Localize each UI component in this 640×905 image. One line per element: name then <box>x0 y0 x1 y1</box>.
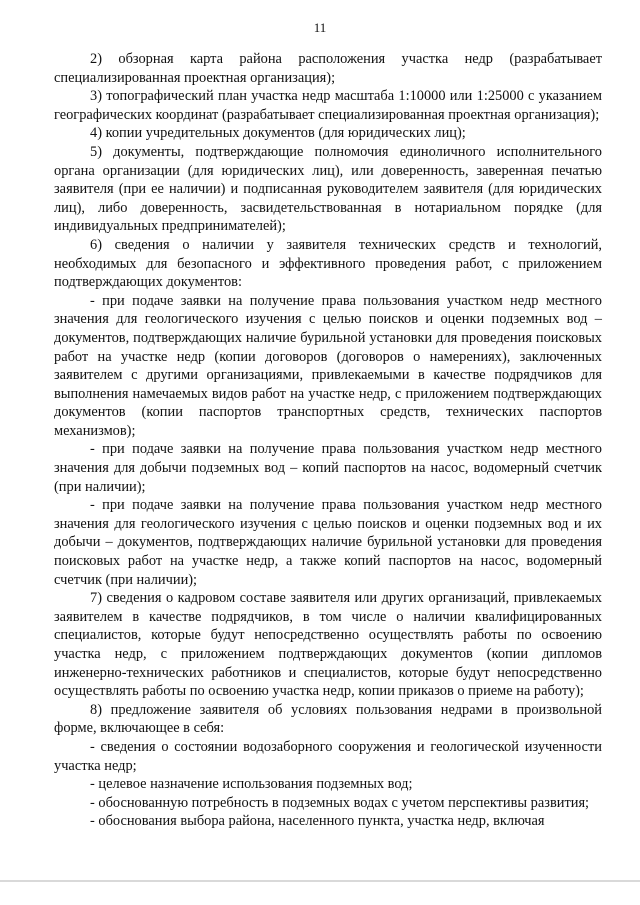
page-number: 11 <box>313 20 327 35</box>
paragraph-item-7: 7) сведения о кадровом составе заявителя или других организаций, привлекаемых заявителем в качестве подрядчиков, в том числе о наличии квалифицированных специалистов, которые будут непосредственно осуществлять работы по освоению участка недр, с приложением подтверждающих документов (копии дипломов инженерно-технических работников и специалистов, которые будут непосредственно осуществлять работы по освоению участка недр, копии приказов о приеме на работу); <box>54 590 602 700</box>
paragraph-subitem-need: - обоснованную потребность в подземных водах с учетом перспективы развития; <box>90 794 590 811</box>
paragraph-item-2: 2) обзорная карта района расположения участка недр (разрабатывает специализированная проектная организация); <box>54 51 602 86</box>
paragraph-item-3: 3) топографический план участка недр масштаба 1:10000 или 1:25000 с указанием географических координат (разрабатывает специализированная проектная организация); <box>54 88 602 123</box>
paragraph-subitem-exploration-extraction: - при подаче заявки на получение права пользования участком недр местного значения для геологического изучения с целью поисков и оценки подземных вод и их добычи – документов, подтверждающих наличие бурильной установки для проведения поисковых работ на участке недр, а также копий паспортов на насос, водомерный счетчик (при наличии); <box>54 497 602 588</box>
paragraph-subitem-exploration: - при подаче заявки на получение права пользования участком недр местного значения для геологического изучения с целью поисков и оценки подземных вод – документов, подтверждающих наличие бурильной установки для проведения поисковых работ на участке недр (копии договоров (договоров о намерениях), заключенных заявителем с другими организациями, привлекаемыми в качестве подрядчиков для выполнения намечаемых видов работ на участке недр, с приложением подтверждающих документов (копии паспортов транспортных средств, технических паспортов механизмов); <box>54 292 602 439</box>
paragraph-item-5: 5) документы, подтверждающие полномочия единоличного исполнительного органа организации (для юридических лиц), или доверенность, заверенная печатью заявителя (при ее наличии) и подписанная руководителем заявителя (для юридических лиц), либо доверенность, засвидетельствованная в нотариальном порядке (для индивидуальных предпринимателей); <box>54 143 602 235</box>
paragraph-subitem-extraction: - при подаче заявки на получение права пользования участком недр местного значения для добычи подземных вод – копий паспортов на насос, водомерный счетчик (при наличии); <box>54 441 602 495</box>
paragraph-item-8: 8) предложение заявителя об условиях пользования недрами в произвольной форме, включающее в себя: <box>54 701 602 737</box>
paragraph-subitem-justification: - обоснования выбора района, населенного пункта, участка недр, включая <box>90 813 545 830</box>
paragraph-subitem-purpose: - целевое назначение использования подземных вод; <box>90 776 413 793</box>
document-body <box>54 50 602 831</box>
paragraph-subitem-state: - сведения о состоянии водозаборного сооружения и геологической изученности участка недр; <box>54 738 602 774</box>
scan-bottom-edge <box>0 880 640 882</box>
paragraph-item-6: 6) сведения о наличии у заявителя технических средств и технологий, необходимых для безопасного и эффективного проведения работ, с приложением подтверждающих документов: <box>54 236 602 291</box>
paragraph-item-4: 4) копии учредительных документов (для юридических лиц); <box>90 125 466 142</box>
